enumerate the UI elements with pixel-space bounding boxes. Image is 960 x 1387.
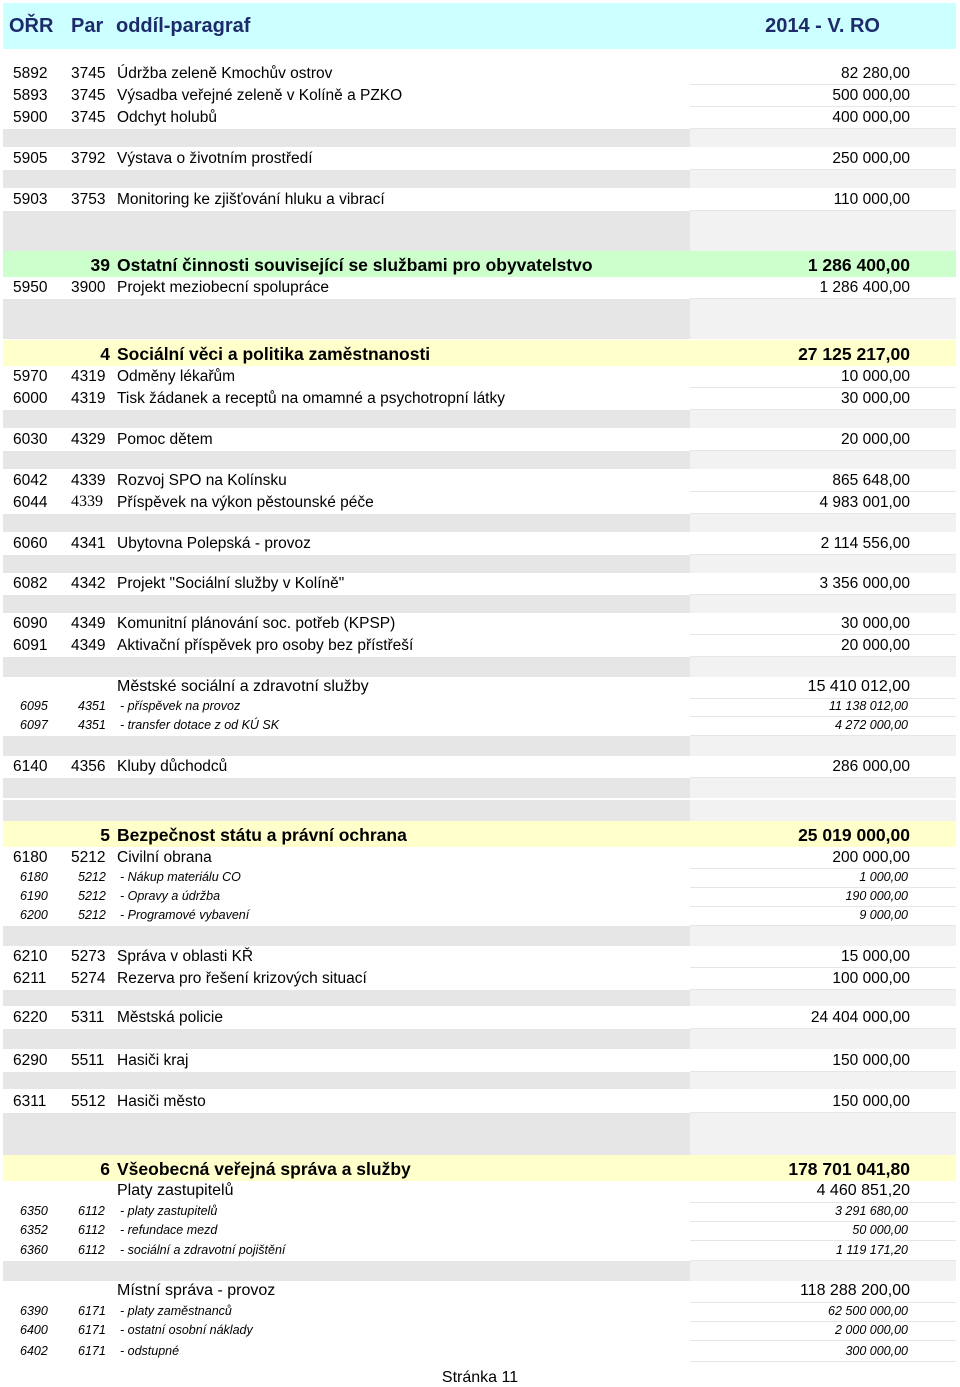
paragraph-code: 4349 — [71, 636, 106, 654]
item-description: - sociální a zdravotní pojištění — [120, 1242, 286, 1257]
group-amount: 15 410 012,00 — [807, 678, 910, 695]
table-row — [3, 1049, 956, 1072]
table-row — [3, 1090, 956, 1113]
orr-code: 6180 — [13, 848, 48, 866]
separator-row — [3, 736, 956, 756]
orr-code: 5903 — [13, 190, 48, 208]
paragraph-code: 5274 — [71, 969, 106, 987]
orr-code: 5892 — [13, 64, 48, 82]
orr-code: 6097 — [20, 717, 48, 732]
paragraph-code: 3753 — [71, 190, 106, 208]
item-description: Odměny lékařům — [117, 367, 236, 385]
item-amount: 20 000,00 — [841, 636, 910, 654]
orr-code: 5905 — [13, 149, 48, 167]
item-amount: 200 000,00 — [832, 848, 910, 866]
sub-item-row — [3, 907, 956, 926]
orr-code: 6091 — [13, 636, 48, 654]
sub-item-row — [3, 699, 956, 717]
item-amount: 20 000,00 — [841, 430, 910, 448]
table-row — [3, 388, 956, 410]
item-description: Odchyt holubů — [117, 108, 217, 126]
item-description: - platy zaměstnanců — [120, 1303, 232, 1318]
paragraph-code: 4351 — [78, 717, 106, 732]
item-amount: 11 138 012,00 — [828, 698, 908, 713]
sub-item-row — [3, 1203, 956, 1222]
item-amount: 150 000,00 — [832, 1092, 910, 1110]
item-description: Kluby důchodců — [117, 757, 228, 775]
item-amount: 500 000,00 — [832, 86, 910, 104]
separator-row — [3, 926, 956, 946]
item-description: Rozvoj SPO na Kolínsku — [117, 471, 287, 489]
group-row — [3, 1281, 956, 1303]
item-description: Výstava o životním prostředí — [117, 149, 313, 167]
item-description: Tisk žádanek a receptů na omamné a psychotropní látky — [117, 389, 505, 407]
orr-code: 6402 — [20, 1343, 48, 1358]
paragraph-code: 3745 — [71, 108, 106, 126]
table-row — [3, 756, 956, 778]
paragraph-code: 5212 — [78, 888, 106, 903]
sub-item-row — [3, 1322, 956, 1341]
group-row — [3, 677, 956, 699]
paragraph-code: 4329 — [71, 430, 106, 448]
item-description: - ostatní osobní náklady — [120, 1322, 253, 1337]
oddil-number: 5 — [100, 824, 110, 845]
group-amount: 118 288 200,00 — [799, 1282, 910, 1299]
paragraph-code: 4342 — [71, 574, 106, 592]
item-amount: 1 000,00 — [859, 869, 908, 884]
paragraph-code: 5311 — [71, 1008, 105, 1026]
item-amount: 50 000,00 — [852, 1222, 908, 1237]
paragraph-code: 4351 — [78, 698, 106, 713]
item-amount: 9 000,00 — [859, 907, 908, 922]
orr-code: 6360 — [20, 1242, 48, 1257]
orr-code: 6311 — [13, 1092, 47, 1110]
paragraph-code: 5512 — [71, 1092, 106, 1110]
table-row — [3, 635, 956, 657]
item-description: Projekt "Sociální služby v Kolíně" — [117, 574, 345, 592]
header-par: Par — [71, 15, 104, 37]
group-title: Městské sociální a zdravotní služby — [117, 678, 369, 695]
paragraph-code: 5212 — [71, 848, 106, 866]
item-description: - platy zastupitelů — [120, 1203, 218, 1218]
table-row — [3, 469, 956, 492]
table-row — [3, 428, 956, 451]
separator-row — [3, 778, 956, 798]
table-row — [3, 188, 956, 211]
item-description: Civilní obrana — [117, 848, 212, 866]
table-row — [3, 492, 956, 514]
paragraph-code: 3745 — [71, 64, 106, 82]
separator-row — [3, 410, 956, 428]
separator-row — [3, 231, 956, 251]
item-amount: 82 280,00 — [841, 64, 910, 82]
header-orr: OŘR — [9, 15, 54, 37]
item-amount: 286 000,00 — [832, 757, 910, 775]
item-description: Ubytovna Polepská - provoz — [117, 534, 311, 552]
orr-code: 6390 — [20, 1303, 48, 1318]
table-row — [3, 277, 956, 299]
paragraph-code: 6171 — [78, 1322, 106, 1337]
orr-code: 6400 — [20, 1322, 48, 1337]
group-title: Platy zastupitelů — [117, 1182, 234, 1199]
table-row — [3, 613, 956, 635]
separator-row — [3, 555, 956, 573]
table-row — [3, 1006, 956, 1029]
orr-code: 5893 — [13, 86, 48, 104]
orr-code: 6044 — [13, 493, 48, 511]
item-description: - transfer dotace z od KÚ SK — [120, 717, 280, 732]
paragraph-code: 3792 — [71, 149, 106, 167]
item-description: - odstupné — [120, 1343, 180, 1358]
item-description: Monitoring ke zjišťování hluku a vibrací — [117, 190, 385, 208]
item-amount: 1 119 171,20 — [835, 1242, 908, 1257]
group-title: Místní správa - provoz — [117, 1282, 276, 1299]
item-description: Údržba zeleně Kmochův ostrov — [117, 64, 333, 82]
item-amount: 250 000,00 — [832, 149, 910, 167]
orr-code: 6210 — [13, 947, 48, 965]
item-description: Příspěvek na výkon pěstounské péče — [117, 493, 374, 511]
item-amount: 30 000,00 — [841, 614, 910, 632]
page-number: Stránka 11 — [441, 1369, 519, 1386]
paragraph-code: 6171 — [78, 1303, 106, 1318]
table-row — [3, 366, 956, 388]
orr-code: 5950 — [13, 278, 48, 296]
separator-row — [3, 1113, 956, 1134]
item-description: - Programové vybavení — [120, 907, 250, 922]
item-amount: 62 500 000,00 — [828, 1303, 908, 1318]
paragraph-code: 6112 — [78, 1242, 105, 1257]
sub-item-row — [3, 888, 956, 907]
orr-code: 6042 — [13, 471, 48, 489]
oddil-number: 39 — [90, 254, 110, 275]
item-description: - refundace mezd — [120, 1222, 218, 1237]
item-amount: 3 356 000,00 — [819, 574, 910, 592]
item-amount: 865 648,00 — [832, 471, 910, 489]
section-header-row — [3, 340, 956, 366]
separator-row — [3, 1134, 956, 1155]
item-amount: 15 000,00 — [841, 947, 910, 965]
separator-row — [3, 451, 956, 469]
section-total: 27 125 217,00 — [798, 343, 910, 364]
item-amount: 1 286 400,00 — [819, 278, 910, 296]
sub-item-row — [3, 869, 956, 888]
sub-item-row — [3, 1303, 956, 1322]
paragraph-code: 3900 — [71, 278, 106, 296]
separator-row — [3, 170, 956, 188]
orr-code: 5970 — [13, 367, 48, 385]
paragraph-code: 4319 — [71, 367, 106, 385]
orr-code: 6000 — [13, 389, 48, 407]
item-amount: 110 000,00 — [833, 190, 910, 208]
separator-row — [3, 129, 956, 147]
paragraph-code: 3745 — [71, 86, 106, 104]
paragraph-code: 6171 — [78, 1343, 106, 1358]
item-description: - Nákup materiálu CO — [120, 869, 241, 884]
table-header — [3, 3, 956, 49]
separator-row — [3, 990, 956, 1006]
orr-code: 5900 — [13, 108, 48, 126]
item-description: - Opravy a údržba — [120, 888, 221, 903]
group-row — [3, 1181, 956, 1203]
item-description: Aktivační příspěvek pro osoby bez přístřeší — [117, 636, 414, 654]
item-amount: 24 404 000,00 — [810, 1008, 910, 1026]
item-description: Správa v oblasti KŘ — [117, 947, 254, 965]
item-description: Pomoc dětem — [117, 430, 213, 448]
group-amount: 4 460 851,20 — [816, 1182, 910, 1199]
item-amount: 400 000,00 — [832, 108, 910, 126]
item-amount: 2 000 000,00 — [835, 1322, 908, 1337]
section-title: Všeobecná veřejná správa a služby — [117, 1158, 411, 1179]
orr-code: 6140 — [13, 757, 48, 775]
section-total: 25 019 000,00 — [798, 824, 910, 845]
paragraph-code: 4349 — [71, 614, 106, 632]
item-description: Hasiči město — [117, 1092, 206, 1110]
orr-code: 6220 — [13, 1008, 48, 1026]
separator-row — [3, 1072, 956, 1089]
item-amount: 2 114 556,00 — [820, 534, 910, 552]
separator-row — [3, 211, 956, 231]
orr-code: 6190 — [20, 888, 48, 903]
item-description: Hasiči kraj — [117, 1051, 189, 1069]
item-amount: 150 000,00 — [832, 1051, 910, 1069]
section-header-row — [3, 251, 956, 277]
table-row — [3, 847, 956, 869]
section-title: Ostatní činnosti související se službami pro obyvatelstvo — [117, 254, 593, 275]
header-oddil-paragraf: oddíl-paragraf — [116, 15, 251, 37]
separator-row — [3, 514, 956, 532]
separator-row — [3, 800, 956, 821]
orr-code: 6060 — [13, 534, 48, 552]
oddil-number: 6 — [100, 1158, 110, 1179]
orr-code: 6030 — [13, 430, 48, 448]
orr-code: 6352 — [20, 1222, 48, 1237]
sub-item-row — [3, 1222, 956, 1241]
item-description: Městská policie — [117, 1008, 223, 1026]
paragraph-code: 5212 — [78, 907, 106, 922]
item-amount: 30 000,00 — [841, 389, 910, 407]
paragraph-code: 6112 — [78, 1222, 105, 1237]
item-description: Výsadba veřejné zeleně v Kolíně a PZKO — [117, 86, 403, 104]
table-row — [3, 573, 956, 595]
section-total: 178 701 041,80 — [788, 1158, 910, 1179]
paragraph-code: 5212 — [78, 869, 106, 884]
item-description: - příspěvek na provoz — [120, 698, 241, 713]
separator-row — [3, 319, 956, 339]
table-row — [3, 532, 956, 555]
table-row — [3, 85, 956, 107]
item-amount: 190 000,00 — [845, 888, 908, 903]
table-row — [3, 946, 956, 968]
sub-item-row — [3, 1341, 956, 1362]
item-description: Komunitní plánování soc. potřeb (KPSP) — [117, 614, 396, 632]
paragraph-code: 4341 — [71, 534, 106, 552]
separator-row — [3, 299, 956, 319]
paragraph-code: 4339 — [71, 493, 103, 510]
orr-code: 6180 — [20, 869, 48, 884]
section-header-row — [3, 821, 956, 847]
orr-code: 6090 — [13, 614, 48, 632]
section-header-row — [3, 1155, 956, 1181]
orr-code: 6082 — [13, 574, 48, 592]
table-row — [3, 147, 956, 170]
sub-item-row — [3, 1241, 956, 1261]
orr-code: 6200 — [20, 907, 48, 922]
section-title: Bezpečnost státu a právní ochrana — [117, 824, 407, 845]
paragraph-code: 6112 — [78, 1203, 105, 1218]
item-amount: 4 983 001,00 — [819, 493, 910, 511]
header-year: 2014 - V. RO — [765, 15, 880, 37]
item-amount: 300 000,00 — [845, 1343, 908, 1358]
paragraph-code: 5273 — [71, 947, 106, 965]
table-row — [3, 63, 956, 85]
separator-row — [3, 1029, 956, 1049]
paragraph-code: 5511 — [71, 1051, 105, 1069]
separator-row — [3, 595, 956, 613]
paragraph-code: 4356 — [71, 757, 106, 775]
section-title: Sociální věci a politika zaměstnanosti — [117, 343, 431, 364]
orr-code: 6211 — [13, 969, 47, 987]
separator-row — [3, 1261, 956, 1281]
orr-code: 6095 — [20, 698, 48, 713]
sub-item-row — [3, 717, 956, 736]
orr-code: 6290 — [13, 1051, 48, 1069]
paragraph-code: 4319 — [71, 389, 106, 407]
orr-code: 6350 — [20, 1203, 48, 1218]
paragraph-code: 4339 — [71, 471, 106, 489]
item-amount: 10 000,00 — [841, 367, 910, 385]
item-description: Projekt meziobecní spolupráce — [117, 278, 329, 296]
section-total: 1 286 400,00 — [807, 254, 910, 275]
separator-row — [3, 657, 956, 677]
table-row — [3, 968, 956, 990]
item-amount: 4 272 000,00 — [835, 717, 908, 732]
item-description: Rezerva pro řešení krizových situací — [117, 969, 367, 987]
table-row — [3, 107, 956, 129]
item-amount: 100 000,00 — [832, 969, 910, 987]
oddil-number: 4 — [100, 343, 110, 364]
item-amount: 3 291 680,00 — [835, 1203, 908, 1218]
